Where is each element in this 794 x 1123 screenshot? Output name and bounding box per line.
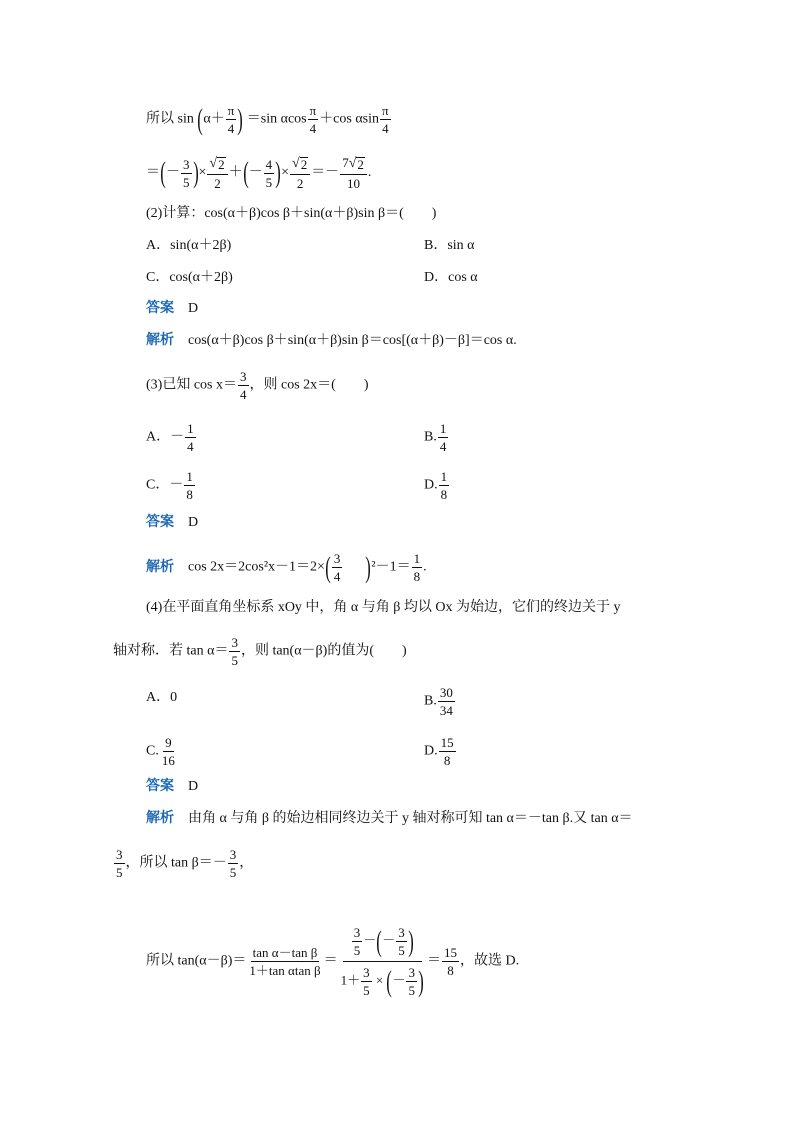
option-b: B．sin α — [424, 238, 475, 253]
analysis-line: 解析 cos 2x＝2cos²x－1＝2×( $\frac{3}{4}$ )²－1＝ $\frac{1}{8}$ . — [146, 550, 427, 584]
answer-value: D — [188, 779, 199, 794]
answer-label: 答案 — [146, 300, 174, 316]
option-a: A．－ $\frac{1}{4}$ — [146, 421, 194, 454]
answer-line — [146, 512, 198, 533]
option-b: B. $\frac{30}{34}$ — [424, 685, 453, 718]
fraction-pi-4: $\frac{\pi}{4}$ — [382, 103, 389, 136]
option-a: A．sin(α＋2β) — [146, 238, 232, 253]
fraction-sqrt2-2: √ 2 2 — [290, 156, 310, 190]
answer-line — [146, 298, 198, 319]
fraction-pi-4: $\frac{\pi}{4}$ — [227, 103, 235, 136]
fraction-7sqrt2-10: 7 √ 2 10 — [340, 156, 367, 190]
option-c: C. $\frac{9}{16}$ — [146, 735, 175, 768]
option-a: A．0 — [146, 690, 178, 705]
big-fraction: $\frac{3}{5}$ －(－ $\frac{3}{5}$ ) 1＋ $\frac{3}{5}$ × (－ $\frac{3}{5}$ ) — [340, 924, 424, 998]
answer-value: D — [188, 301, 199, 316]
question-3-stem: (3)已知 cos x＝ $\frac{3}{4}$ ，则 cos 2x＝( ) — [146, 369, 369, 402]
analysis-line — [146, 330, 517, 351]
fraction-sqrt2-2: √ 2 2 — [207, 156, 227, 190]
answer-label: 答案 — [146, 514, 174, 530]
question-4-stem-line-2: 轴对称．若 tan α＝ $\frac{3}{5}$ ，则 tan(α－β)的值为( ) — [113, 635, 407, 668]
option-d: D. $\frac{1}{8}$ — [424, 469, 448, 502]
text: 所以 sin — [146, 111, 194, 127]
option-c: C．－ $\frac{1}{8}$ — [146, 469, 193, 502]
text: α＋ — [203, 111, 225, 127]
option-d: D. $\frac{15}{8}$ — [424, 735, 454, 768]
option-d: D．cos α — [424, 270, 478, 285]
fraction-tan-difference: $\frac{\text{tan α－tan β}}{\text{1＋tan αtan β}}$ — [249, 945, 321, 978]
formula-line-2: ＝(－ $\frac{3}{5}$ )× √ 2 2 ＋(－ $\frac{4}{5}$ )× √ 2 2 ＝－ 7 √ 2 10 . — [146, 155, 372, 191]
analysis-text: cos(α＋β)cos β＋sin(α＋β)sin β＝cos[(α＋β)－β]＝cos α. — [188, 333, 517, 348]
question-2-stem: (2)计算：cos(α＋β)cos β＋sin(α＋β)sin β＝( ) — [146, 206, 437, 221]
paren-close: ) — [237, 102, 244, 136]
text: ＋cos αsin — [319, 111, 380, 127]
analysis-line-3: 所以 tan(α－β)＝ $\frac{\text{tan α－tan β}}{\text{1＋tan αtan β}}$ ＝ $\frac{3}{5}$ －(－ $\frac{3}{5}$ ) 1＋ $\frac{3}{5}$ × (－ $\frac{3}{5}$ ) ＝ $\frac{15}{8}$ ，故选 D. — [146, 924, 520, 998]
analysis-line-2: $\frac{3}{5}$ ，所以 tan β＝－ $\frac{3}{5}$ ， — [116, 847, 254, 880]
analysis-label: 解析 — [146, 332, 174, 348]
analysis-line: 解析 由角 α 与角 β 的始边相同终边关于 y 轴对称可知 tan α＝－tan β.又 tan α＝ — [146, 810, 633, 826]
analysis-label: 解析 — [146, 810, 174, 826]
fraction-pi-4: $\frac{\pi}{4}$ — [309, 103, 317, 136]
option-b: B. $\frac{1}{4}$ — [424, 421, 447, 454]
answer-label: 答案 — [146, 778, 174, 794]
analysis-label: 解析 — [146, 558, 174, 575]
paren-open: ( — [197, 102, 204, 136]
answer-line — [146, 776, 198, 797]
formula-line-1 — [146, 104, 392, 135]
fraction-3-5: $\frac{3}{5}$ — [183, 156, 190, 190]
option-c: C．cos(α＋2β) — [146, 270, 233, 285]
answer-value: D — [188, 515, 199, 530]
question-4-stem-line-1: (4)在平面直角坐标系 xOy 中，角 α 与角 β 均以 Ox 为始边，它们的终边关于 y — [146, 600, 621, 615]
fraction-4-5: $\frac{4}{5}$ — [265, 156, 273, 190]
text: ＝sin αcos — [246, 111, 307, 127]
